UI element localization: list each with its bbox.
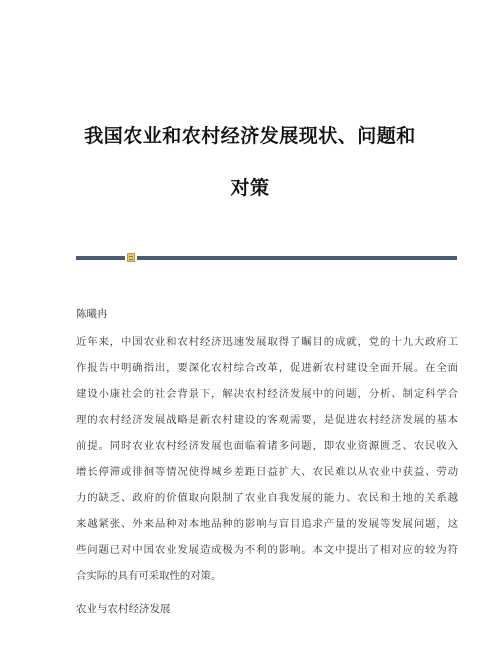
paragraph-line: 前提。同时农业农村经济发展也面临着诸多问题，即农业资源匮乏、农民收入 — [76, 440, 458, 452]
divider-bar-right — [137, 256, 457, 260]
paragraph-line: 些问题已对中国农业发展造成极为不利的影响。本文中提出了相对应的较为符 — [76, 544, 458, 556]
paragraph-line: 建设小康社会的社会背景下，解决农村经济发展中的问题，分析、制定科学合 — [76, 388, 458, 400]
paragraph-line: 力的缺乏、政府的价值取向限制了农业自我发展的能力、农民和土地的关系越 — [76, 492, 458, 504]
document-title-line-1: 我国农业和农村经济发展现状、问题和 — [84, 125, 416, 147]
paragraph-line: 来越紧张、外来品种对本地品种的影响与盲目追求产量的发展等发展问题，这 — [76, 518, 458, 530]
divider-book-icon — [127, 253, 135, 262]
paragraph-line: 近年来，中国农业和农村经济迅速发展取得了瞩目的成就，党的十九大政府工 — [76, 336, 458, 348]
section-heading: 农业与农村经济发展 — [76, 603, 171, 615]
paragraph-line: 增长停滞或徘徊等情况使得城乡差距日益扩大、农民难以从农业中获益、劳动 — [76, 466, 458, 478]
divider-bar-left — [76, 256, 125, 260]
abstract-paragraph — [76, 335, 458, 595]
paragraph-line: 合实际的具有可采取性的对策。 — [76, 570, 222, 582]
author-name: 陈曦冉 — [76, 308, 108, 320]
paragraph-line: 作报告中明确指出，要深化农村综合改革，促进新农村建设全面开展。在全面 — [76, 362, 458, 374]
document-title-line-2: 对策 — [230, 177, 270, 199]
paragraph-line: 理的农村经济发展战略是新农村建设的客观需要，是促进农村经济发展的基本 — [76, 414, 458, 426]
title-divider — [76, 256, 457, 260]
